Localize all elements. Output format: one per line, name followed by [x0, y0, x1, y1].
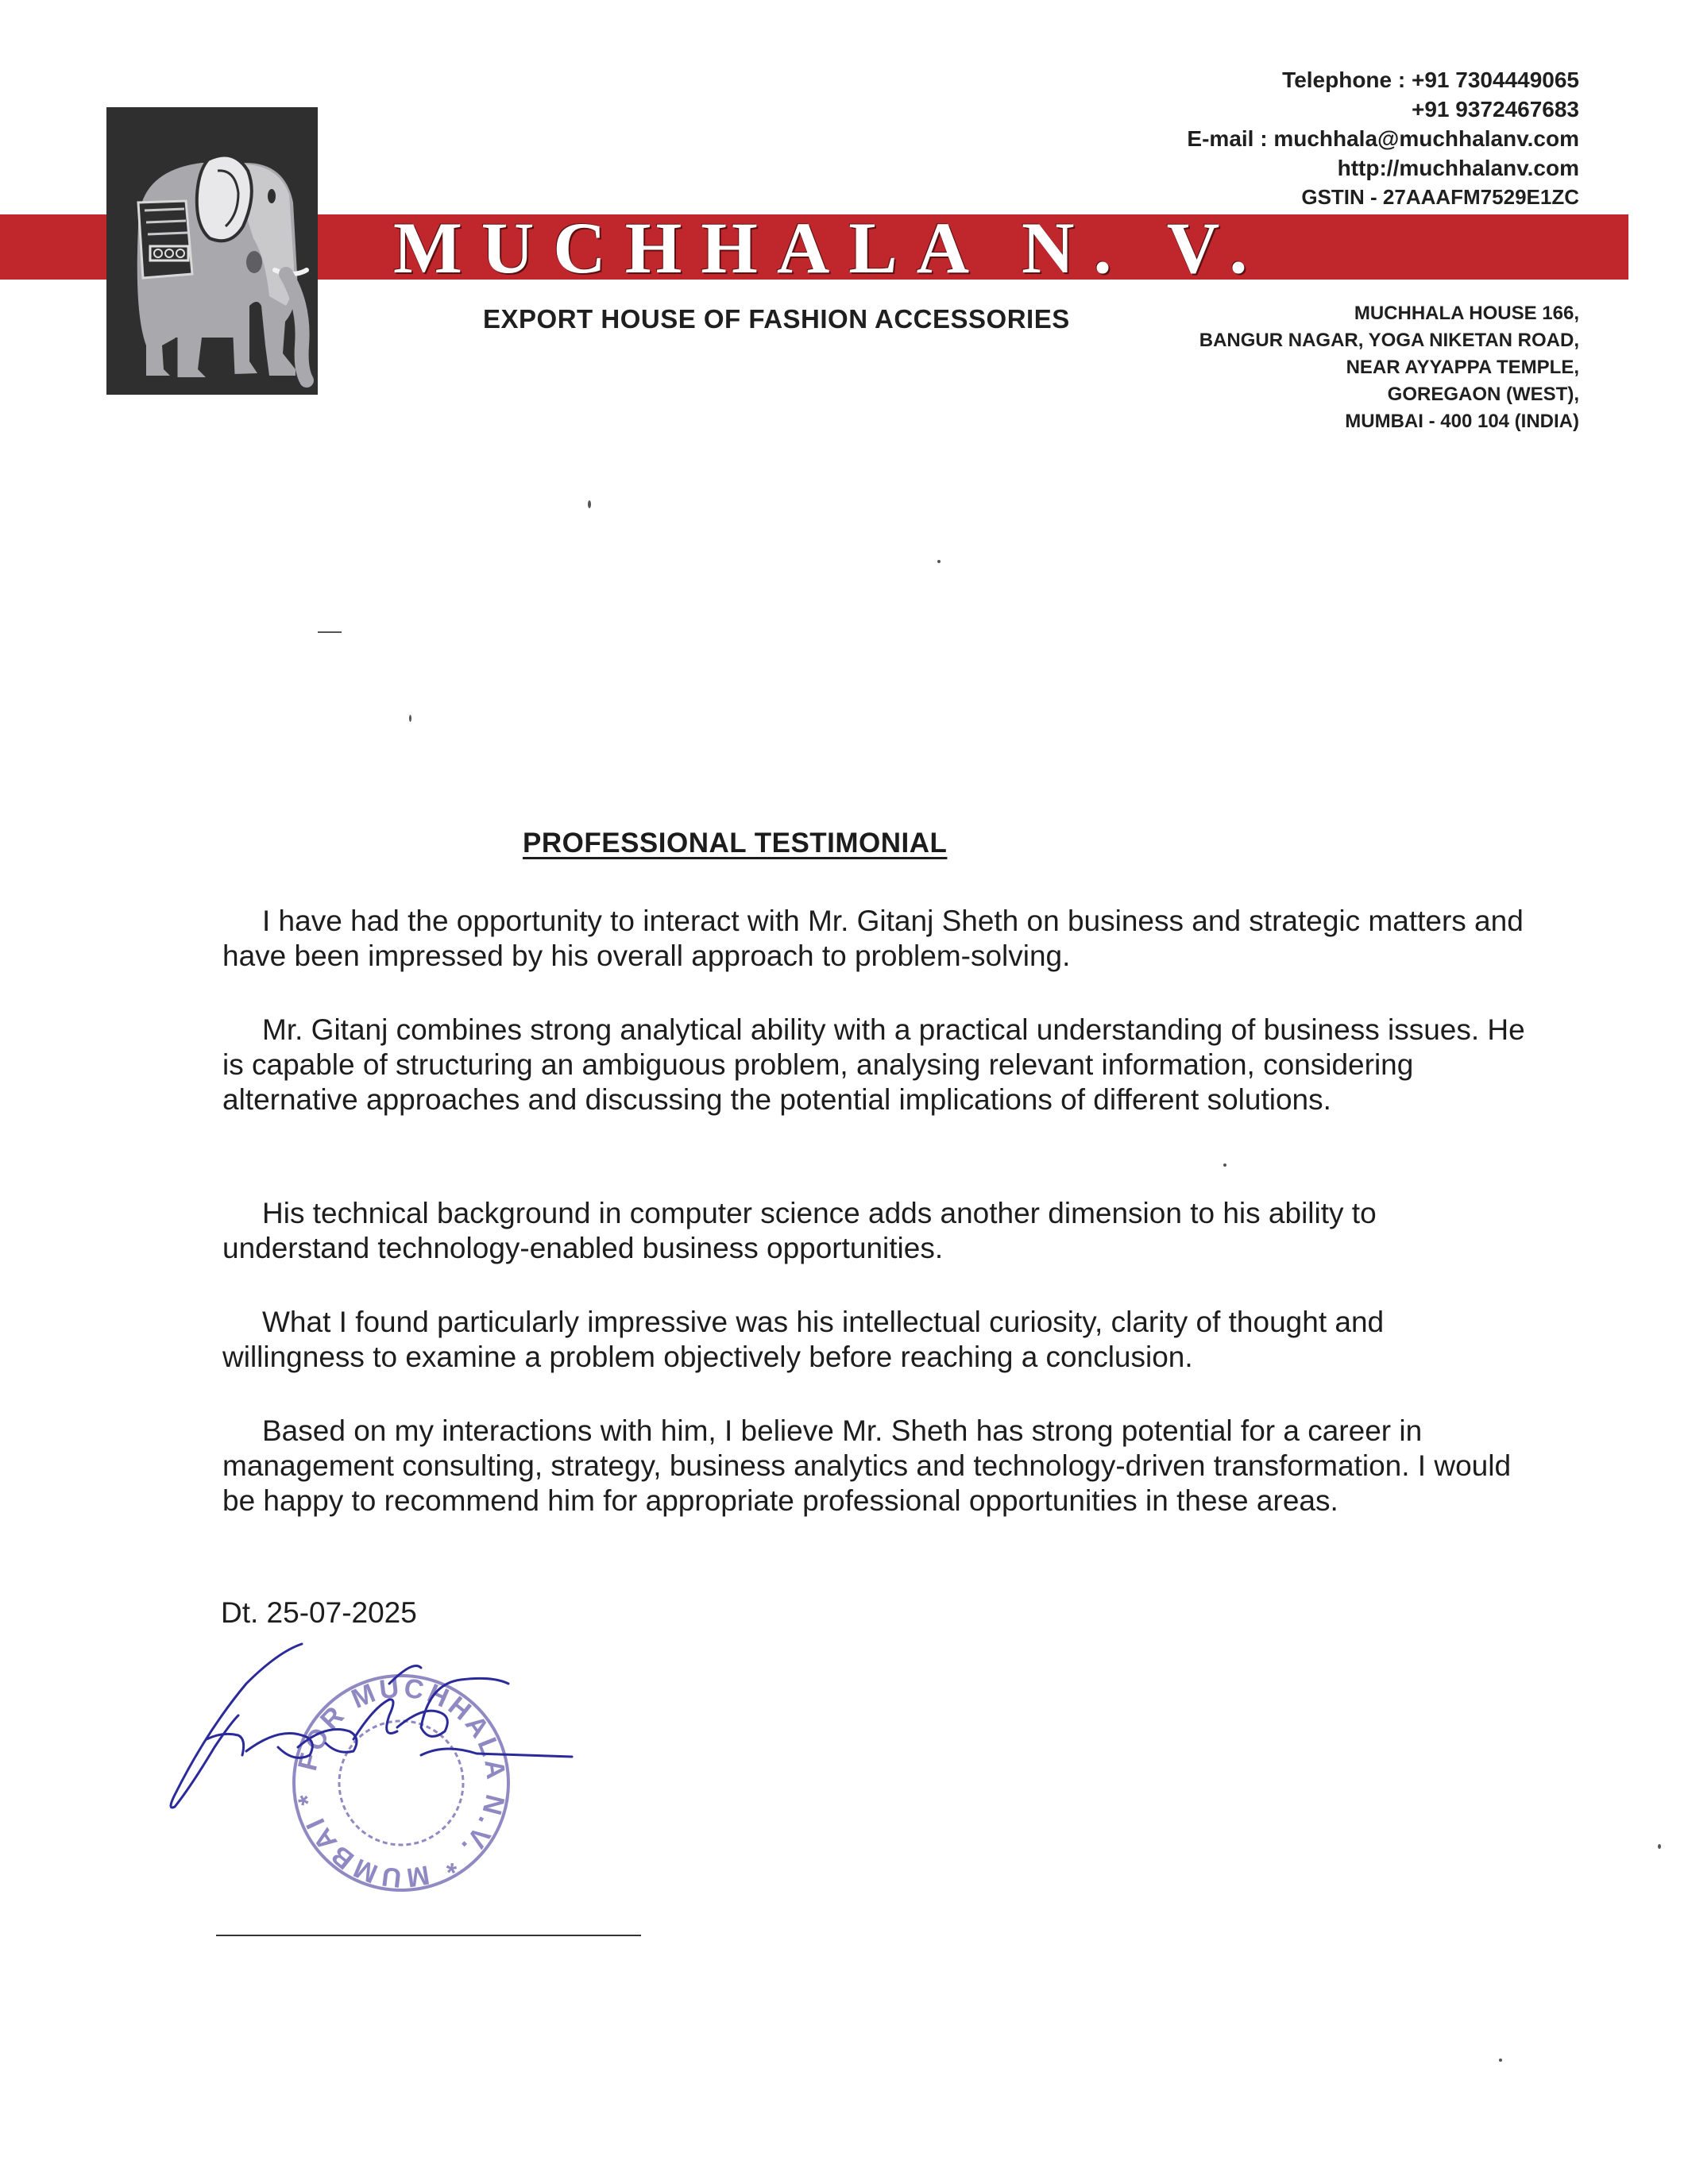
letter-paragraph: I have had the opportunity to interact with Mr. Gitanj Sheth on business and strategic matters and have been impressed by his overall approach to problem-solving. [222, 905, 1524, 972]
letter-paragraph: His technical background in computer science adds another dimension to his ability to understand technology-enabled business opportunities. [222, 1197, 1377, 1264]
address-line: NEAR AYYAPPA TEMPLE, [1346, 357, 1579, 378]
telephone-secondary: +91 9372467683 [1412, 97, 1579, 122]
email-address: E-mail : muchhala@muchhalanv.com [1187, 126, 1579, 151]
address-line: MUCHHALA HOUSE 166, [1354, 303, 1579, 324]
address-line: GOREGAON (WEST), [1387, 384, 1579, 405]
letter-heading: PROFESSIONAL TESTIMONIAL [523, 828, 948, 859]
scan-speck [588, 500, 591, 508]
address-block [1199, 300, 1579, 435]
scan-speck [318, 631, 342, 633]
gstin-number: GSTIN - 27AAAFM7529E1ZC [1301, 185, 1579, 209]
letter-date: Dt. 25-07-2025 [221, 1596, 417, 1629]
company-name: MUCHHALA N. V. [393, 207, 1267, 288]
letter-paragraph: Based on my interactions with him, I believe Mr. Sheth has strong potential for a career in management consulting, strategy, business analytics and technology-driven transformation. I would be happy to recommend him for appropriate professional opportunities in these areas. [222, 1414, 1512, 1517]
handwritten-signature [159, 1636, 604, 1843]
scan-speck [409, 715, 411, 722]
svg-text:FOR MUCHHALA N.V. * MUMBAI *: FOR MUCHHALA N.V. * MUMBAI * [292, 1673, 512, 1893]
contact-block [1187, 65, 1579, 212]
elephant-icon [106, 107, 318, 395]
scan-speck [1223, 1163, 1226, 1167]
website-url: http://muchhalanv.com [1337, 156, 1579, 180]
signature-line [216, 1935, 641, 1936]
scan-speck [1658, 1844, 1661, 1849]
scan-speck [937, 560, 941, 563]
telephone-primary: Telephone : +91 7304449065 [1282, 68, 1579, 92]
scan-speck [1499, 2059, 1502, 2062]
address-line: MUMBAI - 400 104 (INDIA) [1345, 411, 1579, 432]
letter-paragraph: What I found particularly impressive was his intellectual curiosity, clarity of thought and willingness to examine a problem objectively before reaching a conclusion. [222, 1306, 1385, 1373]
company-tagline: EXPORT HOUSE OF FASHION ACCESSORIES [483, 304, 1070, 334]
letter-paragraph: Mr. Gitanj combines strong analytical ability with a practical understanding of business issues. He is capable of structuring an ambiguous problem, analysing relevant information, considering alternative approaches and discussing the potential implications of different solutions. [222, 1013, 1525, 1116]
address-line: BANGUR NAGAR, YOGA NIKETAN ROAD, [1199, 330, 1579, 351]
